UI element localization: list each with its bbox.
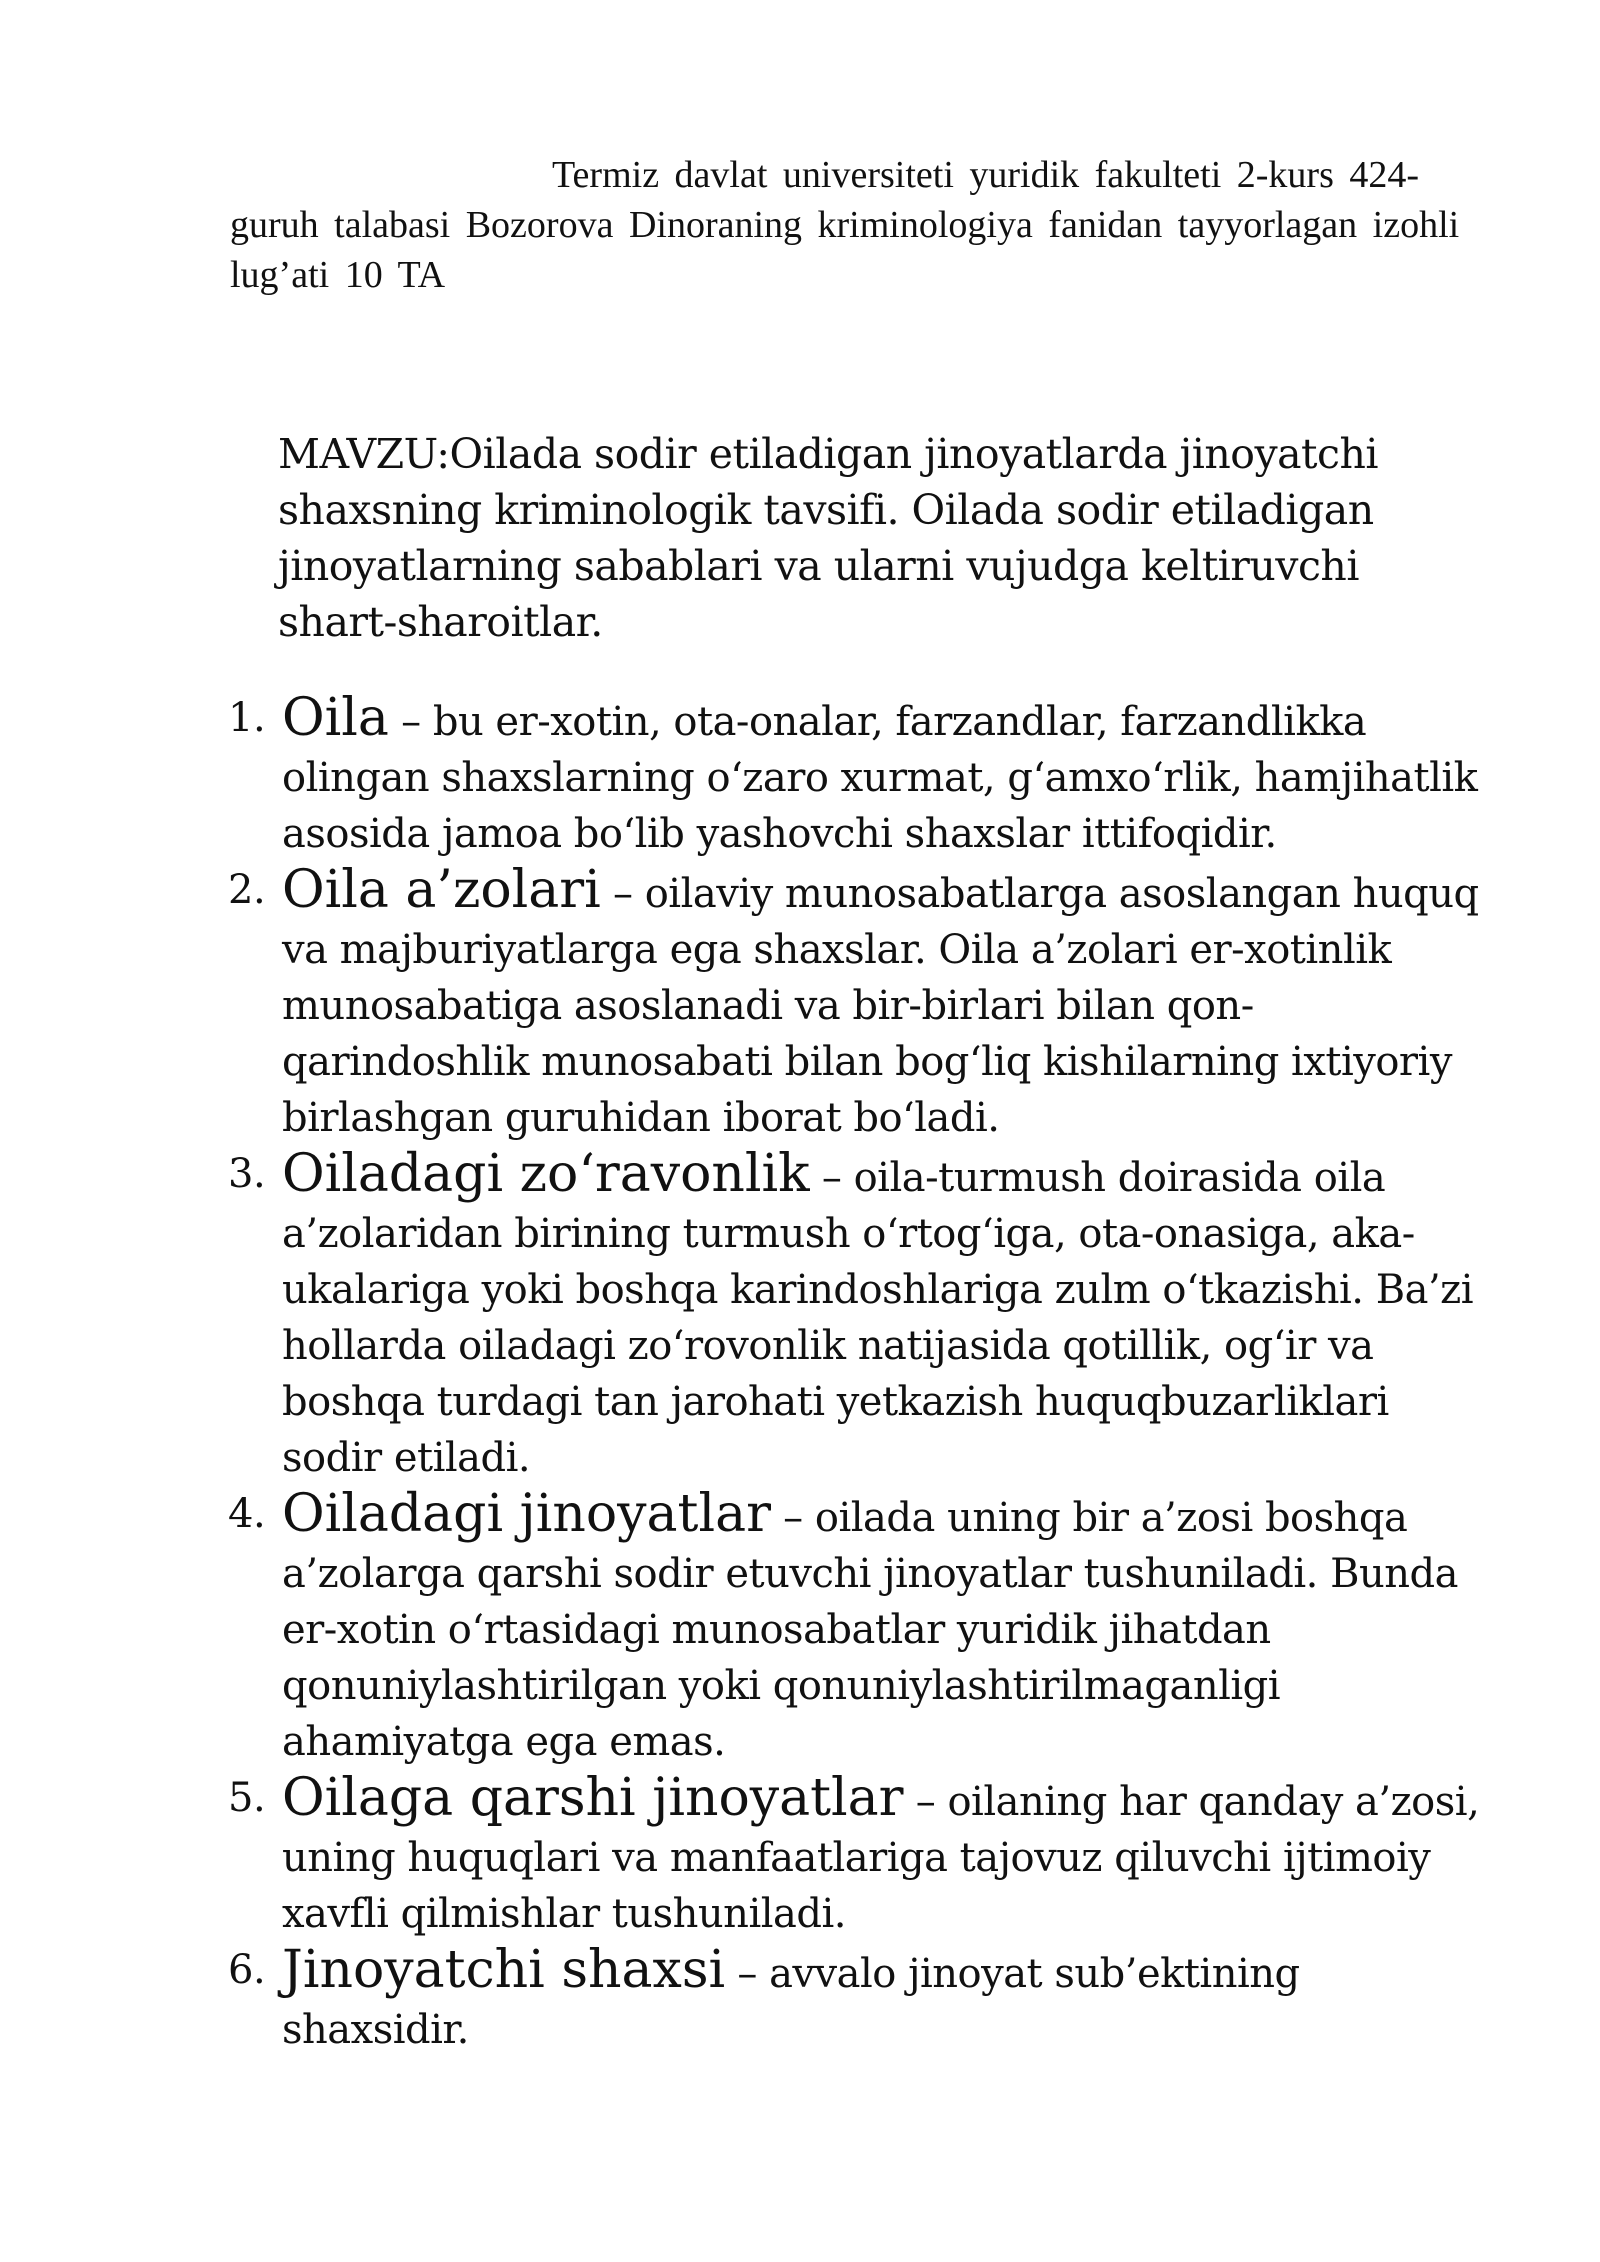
glossary-item: [228, 1942, 1488, 2058]
term-word: Oilaga qarshi jinoyatlar: [282, 1768, 904, 1828]
item-number: 6.: [228, 1947, 266, 1993]
item-number: 5.: [228, 1775, 266, 1821]
glossary-item: [228, 1770, 1488, 1942]
term-definition: – oilaviy munosabatlarga asoslangan huquq va majburiyatlarga ega shaxslar. Oila a’zolari er-xotinlik munosabatiga asoslanadi va bir-birlari bilan qon-qarindoshlik munosabati bilan bog‘liq kishilarning ixtiyoriy birlashgan guruhidan iborat bo‘ladi.: [282, 871, 1479, 1141]
topic-block: [278, 426, 1458, 650]
term-definition: – avvalo jinoyat sub’ektining shaxsidir.: [282, 1951, 1300, 2053]
glossary-item: [228, 1486, 1488, 1770]
item-number: 4.: [228, 1491, 266, 1537]
topic-text: MAVZU:Oilada sodir etiladigan jinoyatlarda jinoyatchi shaxsning kriminologik tavsifi. Oilada sodir etiladigan jinoyatlarning sabablari va ularni vujudga keltiruvchi shart-sharoitlar.: [278, 430, 1379, 646]
term-definition: – oila-turmush doirasida oila a’zolaridan birining turmush o‘rtog‘iga, ota-onasiga, aka-ukalariga yoki boshqa karindoshlariga zulm o‘tkazishi. Ba’zi hollarda oiladagi zo‘rovonlik natijasida qotillik, og‘ir va boshqa turdagi tan jarohati yetkazish huquqbuzarliklari sodir etiladi.: [282, 1155, 1474, 1481]
item-number: 3.: [228, 1151, 266, 1197]
item-number: 2.: [228, 867, 266, 913]
term-definition: – bu er-xotin, ota-onalar, farzandlar, farzandlikka olingan shaxslarning o‘zaro xurmat, g‘amxo‘rlik, hamjihatlik asosida jamoa bo‘lib yashovchi shaxslar ittifoqidir.: [282, 699, 1478, 857]
term-definition: – oilada uning bir a’zosi boshqa a’zolarga qarshi sodir etuvchi jinoyatlar tushuniladi. Bunda er-xotin o‘rtasidagi munosabatlar yuridik jihatdan qonuniylashtirilgan yoki qonuniylashtirilmaganligi ahamiyatga ega emas.: [282, 1495, 1458, 1765]
term-word: Oila a’zolari: [282, 860, 601, 920]
term-word: Jinoyatchi shaxsi: [282, 1940, 726, 2000]
term-word: Oila: [282, 688, 389, 748]
term-word: Oiladagi jinoyatlar: [282, 1484, 771, 1544]
term-word: Oiladagi zo‘ravonlik: [282, 1144, 810, 1204]
glossary-item: [228, 690, 1488, 862]
header-text: Termiz davlat universiteti yuridik fakulteti 2-kurs 424-guruh talabasi Bozorova Dinoraning kriminologiya fanidan tayyorlagan izohli lug’ati 10 TA: [230, 154, 1460, 296]
glossary-list: [228, 690, 1488, 2058]
glossary-item: [228, 1146, 1488, 1486]
item-number: 1.: [228, 695, 266, 741]
term-definition: – oilaning har qanday a’zosi, uning huquqlari va manfaatlariga tajovuz qiluvchi ijtimoiy xavfli qilmishlar tushuniladi.: [282, 1779, 1480, 1937]
glossary-item: [228, 862, 1488, 1146]
document-header: [230, 150, 1470, 300]
